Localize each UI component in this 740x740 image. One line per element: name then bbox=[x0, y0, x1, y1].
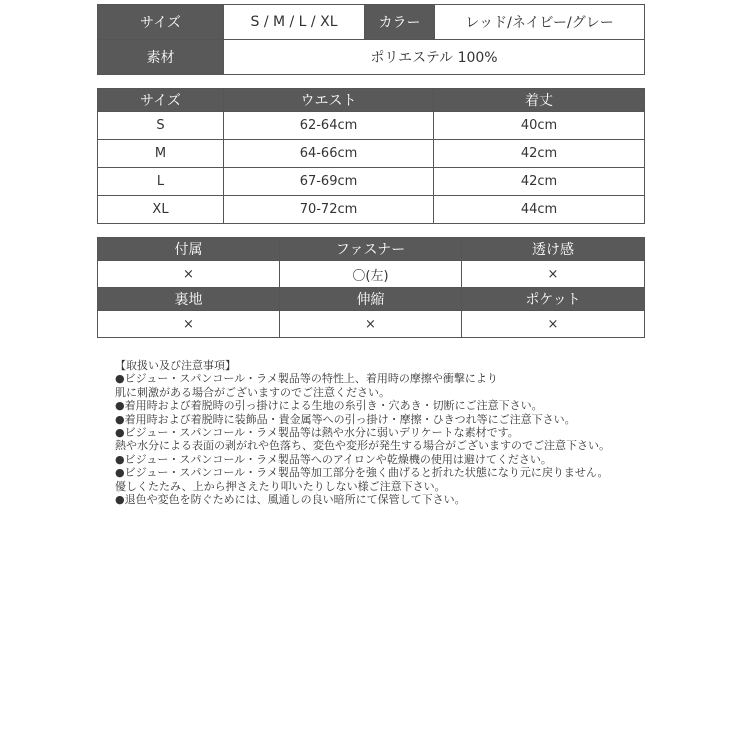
notes-heading: 【取扱い及び注意事項】 bbox=[115, 359, 236, 372]
note-line: ●ビジュー・スパンコール・ラメ製品等加工部分を強く曲げると折れた状態になり元に戻りません。 bbox=[115, 466, 609, 480]
features-value-row-2 bbox=[98, 311, 645, 338]
size-table-header-waist: ウエスト bbox=[224, 89, 434, 112]
color-label: カラー bbox=[365, 5, 435, 40]
note-line: ●ビジュー・スパンコール・ラメ製品等の特性上、着用時の摩擦や衝撃により bbox=[115, 372, 498, 386]
note-line: ●退色や変色を防ぐためには、風通しの良い暗所にて保管して下さい。 bbox=[115, 493, 466, 507]
material-value: ポリエステル 100% bbox=[224, 40, 645, 75]
length-cell: 42cm bbox=[434, 168, 645, 196]
size-cell: L bbox=[98, 168, 224, 196]
accessory-label: 付属 bbox=[98, 238, 280, 261]
size-cell: M bbox=[98, 140, 224, 168]
features-table bbox=[97, 237, 645, 338]
spec-row-material bbox=[98, 40, 645, 75]
note-line: 優しくたたみ、上から押さえたり叩いたりしない様ご注意下さい。 bbox=[115, 479, 446, 493]
lining-value: × bbox=[98, 311, 280, 338]
length-cell: 40cm bbox=[434, 112, 645, 140]
sheerness-label: 透け感 bbox=[462, 238, 645, 261]
waist-cell: 70-72cm bbox=[224, 196, 434, 224]
features-header-row-2 bbox=[98, 288, 645, 311]
lining-label: 裏地 bbox=[98, 288, 280, 311]
table-row bbox=[98, 168, 645, 196]
color-value: レッド/ネイビー/グレー bbox=[435, 5, 645, 40]
note-line: ●着用時および着脱時の引っ掛けによる生地の糸引き・穴あき・切断にご注意下さい。 bbox=[115, 399, 543, 413]
length-cell: 44cm bbox=[434, 196, 645, 224]
note-line: 熱や水分による表面の剥がれや色落ち、変色や変形が発生する場合がございますのでご注意下さい。 bbox=[115, 439, 610, 453]
table-row bbox=[98, 140, 645, 168]
size-table-header bbox=[98, 89, 645, 112]
pocket-label: ポケット bbox=[462, 288, 645, 311]
material-label: 素材 bbox=[98, 40, 224, 75]
care-notes bbox=[115, 359, 675, 506]
features-header-row-1 bbox=[98, 238, 645, 261]
stretch-value: × bbox=[280, 311, 462, 338]
stretch-label: 伸縮 bbox=[280, 288, 462, 311]
size-value: S / M / L / XL bbox=[224, 5, 365, 40]
size-table-header-size: サイズ bbox=[98, 89, 224, 112]
note-line: 肌に刺激がある場合がございますのでご注意ください。 bbox=[115, 385, 390, 399]
zipper-value: 〇(左) bbox=[280, 261, 462, 288]
spec-table bbox=[97, 4, 645, 75]
zipper-label: ファスナー bbox=[280, 238, 462, 261]
pocket-value: × bbox=[462, 311, 645, 338]
length-cell: 42cm bbox=[434, 140, 645, 168]
note-line: ●ビジュー・スパンコール・ラメ製品等へのアイロンや乾燥機の使用は避けてください。 bbox=[115, 452, 552, 466]
size-table-header-length: 着丈 bbox=[434, 89, 645, 112]
waist-cell: 67-69cm bbox=[224, 168, 434, 196]
note-line: ●着用時および着脱時に装飾品・貴金属等への引っ掛け・摩擦・ひきつれ等にご注意下さい。 bbox=[115, 412, 576, 426]
size-cell: XL bbox=[98, 196, 224, 224]
size-label: サイズ bbox=[98, 5, 224, 40]
table-row bbox=[98, 196, 645, 224]
spec-row-size-color bbox=[98, 5, 645, 40]
waist-cell: 62-64cm bbox=[224, 112, 434, 140]
size-cell: S bbox=[98, 112, 224, 140]
features-value-row-1 bbox=[98, 261, 645, 288]
accessory-value: × bbox=[98, 261, 280, 288]
sheerness-value: × bbox=[462, 261, 645, 288]
size-table bbox=[97, 88, 645, 224]
note-line: ●ビジュー・スパンコール・ラメ製品等は熱や水分に弱いデリケートな素材です。 bbox=[115, 426, 519, 440]
table-row bbox=[98, 112, 645, 140]
waist-cell: 64-66cm bbox=[224, 140, 434, 168]
